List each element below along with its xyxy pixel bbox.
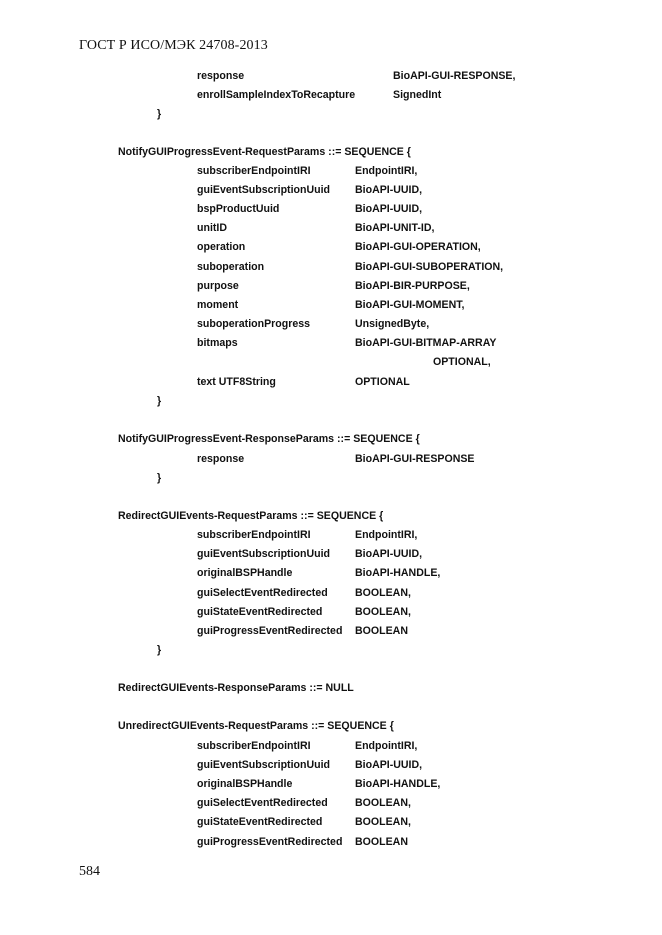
field-name: guiSelectEventRedirected — [197, 587, 328, 599]
field-type: BioAPI-UUID, — [355, 184, 423, 196]
field-type: BioAPI-GUI-OPERATION, — [355, 241, 481, 253]
field-name: guiSelectEventRedirected — [197, 797, 328, 809]
optional-keyword: OPTIONAL, — [433, 356, 491, 368]
field-type: BioAPI-GUI-BITMAP-ARRAY — [355, 337, 497, 349]
field-name: enrollSampleIndexToRecapture — [197, 89, 356, 101]
field-name: guiStateEventRedirected — [197, 606, 323, 618]
field-name: text UTF8String — [197, 376, 276, 388]
field-name: guiEventSubscriptionUuid — [197, 759, 331, 771]
field-name: guiEventSubscriptionUuid — [197, 184, 331, 196]
field-type: BioAPI-BIR-PURPOSE, — [355, 280, 470, 292]
field-name: response — [197, 70, 245, 82]
closing-brace: } — [157, 108, 162, 120]
field-type: BioAPI-UUID, — [355, 759, 423, 771]
field-name: bitmaps — [197, 337, 238, 349]
field-type: BOOLEAN, — [355, 587, 411, 599]
field-type: BioAPI-GUI-MOMENT, — [355, 299, 465, 311]
field-type: BioAPI-GUI-RESPONSE — [355, 453, 475, 465]
closing-brace: } — [157, 395, 162, 407]
field-name: originalBSPHandle — [197, 567, 293, 579]
field-name: operation — [197, 241, 246, 253]
field-type: BOOLEAN — [355, 836, 408, 848]
field-name: guiEventSubscriptionUuid — [197, 548, 331, 560]
field-name: guiStateEventRedirected — [197, 816, 323, 828]
field-name: suboperation — [197, 261, 265, 273]
field-type: UnsignedByte, — [355, 318, 430, 330]
field-name: subscriberEndpointIRI — [197, 165, 311, 177]
definition-title: NotifyGUIProgressEvent-RequestParams ::= SEQUENCE { — [118, 146, 411, 158]
field-type: BOOLEAN, — [355, 797, 411, 809]
field-name: subscriberEndpointIRI — [197, 529, 311, 541]
field-name: originalBSPHandle — [197, 778, 293, 790]
definition-title: UnredirectGUIEvents-RequestParams ::= SEQUENCE { — [118, 720, 394, 732]
field-type: BOOLEAN, — [355, 816, 411, 828]
page-number: 584 — [79, 864, 100, 879]
closing-brace: } — [157, 644, 162, 656]
field-name: purpose — [197, 280, 239, 292]
field-name: bspProductUuid — [197, 203, 280, 215]
field-type: BioAPI-UNIT-ID, — [355, 222, 435, 234]
definition-title: NotifyGUIProgressEvent-ResponseParams ::= SEQUENCE { — [118, 433, 420, 445]
field-type: BOOLEAN, — [355, 606, 411, 618]
field-name: subscriberEndpointIRI — [197, 740, 311, 752]
field-type: EndpointIRI, — [355, 740, 418, 752]
definition-title: RedirectGUIEvents-RequestParams ::= SEQUENCE { — [118, 510, 384, 522]
closing-brace: } — [157, 472, 162, 484]
field-type: BioAPI-GUI-SUBOPERATION, — [355, 261, 504, 273]
field-type: BioAPI-UUID, — [355, 548, 423, 560]
field-type: EndpointIRI, — [355, 529, 418, 541]
field-type: BioAPI-HANDLE, — [355, 778, 441, 790]
optional-keyword: OPTIONAL — [355, 376, 410, 388]
field-type: BioAPI-GUI-RESPONSE, — [393, 70, 516, 82]
field-name: guiProgressEventRedirected — [197, 836, 343, 848]
field-name: moment — [197, 299, 239, 311]
definition-title: RedirectGUIEvents-ResponseParams ::= NULL — [118, 682, 354, 694]
field-name: unitID — [197, 222, 228, 234]
field-name: response — [197, 453, 245, 465]
field-name: suboperationProgress — [197, 318, 311, 330]
field-type: BOOLEAN — [355, 625, 408, 637]
document-header: ГОСТ Р ИСО/МЭК 24708-2013 — [79, 38, 268, 53]
field-type: EndpointIRI, — [355, 165, 418, 177]
field-type: BioAPI-HANDLE, — [355, 567, 441, 579]
field-name: guiProgressEventRedirected — [197, 625, 343, 637]
field-type: SignedInt — [393, 89, 442, 101]
field-type: BioAPI-UUID, — [355, 203, 423, 215]
